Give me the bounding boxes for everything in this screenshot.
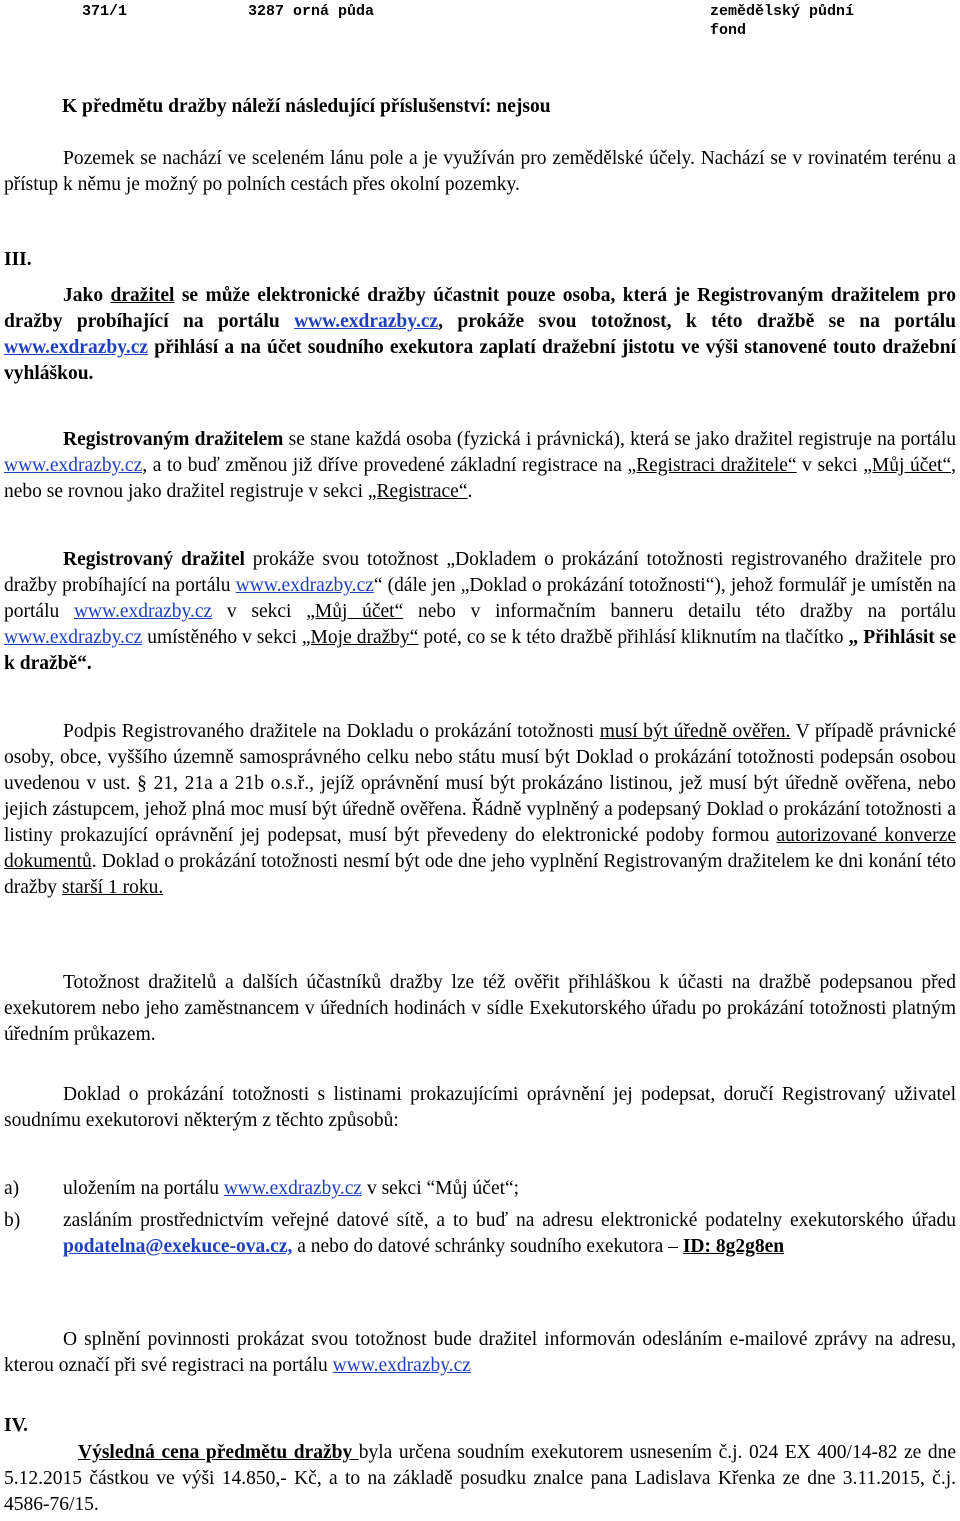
signature-verification-paragraph: Podpis Registrovaného dražitele na Dokladu o prokázání totožnosti musí být úředně ověřen. V případě právnické osoby, obce, vyššího územně samosprávného celku nebo státu musí být Doklad o prokázání totožnosti podepsán osobou uvedenou v ust. § 21, 21a a 21b o.s.ř., jejíž oprávnění musí být prokázáno listinou, jež musí být úředně ověřena, nebo jejich zástupcem, jehož plná moc musí být úředně ověřena. Řádně vyplněný a podepsaný Doklad o prokázání totožnosti a listiny prokazující oprávnění jej podepsat, musí být převedeny do elektronické podoby formou autorizované konverze dokumentů. Doklad o prokázání totožnosti nesmí být ode dne jeho vyplnění Registrovaným dražitelem ke dni konání této dražby starší 1 roku. <box>4 721 957 898</box>
section-4-number: IV. <box>4 1415 29 1436</box>
exdrazby-link[interactable]: www.exdrazby.cz <box>4 455 143 476</box>
accessories-heading: K předmětu dražby náleží následující příslušenství: nejsou <box>62 96 551 117</box>
delivery-methods-paragraph: Doklad o prokázání totožnosti s listinami prokazujícími oprávnění jej podepsat, doručí Registrovaný uživatel soudnímu exekutorovi některým z těchto způsobů: <box>4 1084 956 1131</box>
exdrazby-link[interactable]: www.exdrazby.cz <box>4 337 149 358</box>
parcel-number: 371/1 <box>82 3 128 20</box>
exdrazby-link[interactable]: www.exdrazby.cz <box>73 601 213 622</box>
notification-paragraph: O splnění povinnosti prokázat svou totožnost bude dražitel informován odesláním e-mailové zprávy na adresu, kterou označí při své registraci na portálu www.exdrazby.cz <box>4 1329 956 1376</box>
parcel-area-type: 3287 orná půda <box>248 3 375 20</box>
podatelna-email-link[interactable]: podatelna@exekuce-ova.cz, <box>63 1236 293 1257</box>
exdrazby-link[interactable]: www.exdrazby.cz <box>294 311 439 332</box>
delivery-method-b: b) zasláním prostřednictvím veřejné datové sítě, a to buď na adresu elektronické podatelny exekutorského úřadu podatelna@exekuce-ova.cz, a nebo do datové schránky soudního exekutora – ID: 8g2g8en <box>4 1210 956 1257</box>
exdrazby-link[interactable]: www.exdrazby.cz <box>4 627 143 648</box>
data-box-id: ID: 8g2g8en <box>682 1236 785 1257</box>
registered-bidder-paragraph: Registrovaným dražitelem se stane každá osoba (fyzická i právnická), která se jako dražitel registruje na portálu www.exdrazby.cz, a to buď změnou již dříve provedené základní registrace na „Registraci dražitele“ v sekci „Můj účet“, nebo se rovnou jako dražitel registruje v sekci „Registrace“. <box>4 429 956 502</box>
identity-proof-paragraph: Registrovaný dražitel prokáže svou totožnost „Dokladem o prokázání totožnosti registrovaného dražitele pro dražby probíhající na portálu www.exdrazby.cz“ (dále jen „Doklad o prokázání totožnosti“), jehož formulář je umístěn na portálu www.exdrazby.cz v sekci „Můj účet“ nebo v informačním banneru detailu této dražby na portálu www.exdrazby.cz umístěného v sekci „Moje dražby“ poté, co se k této dražbě přihlásí kliknutím na tlačítko „ Přihlásit se k dražbě“. <box>4 549 957 674</box>
section-3-intro: Jako dražitel se může elektronické dražby účastnit pouze osoba, která je Registrovaným dražitelem pro dražby probíhající na portálu www.exdrazby.cz, prokáže svou totožnost, k této dražbě se na portálu www.exdrazby.cz přihlásí a na účet soudního exekutora zaplatí dražební jistotu ve výši stanovené touto dražební vyhláškou. <box>4 285 957 384</box>
section-3-number: III. <box>4 249 32 270</box>
exdrazby-link[interactable]: www.exdrazby.cz <box>235 575 374 596</box>
exdrazby-link[interactable]: www.exdrazby.cz <box>332 1355 471 1376</box>
accessories-description: Pozemek se nachází ve sceleném lánu pole a je využíván pro zemědělské účely. Nachází se v rovinatém terénu a přístup k němu je možný po polních cestách přes okolní pozemky. <box>4 148 956 195</box>
parcel-table-row <box>0 0 960 40</box>
identity-verification-paragraph: Totožnost dražitelů a dalších účastníků dražby lze též ověřit přihláškou k účasti na dražbě podepsanou před exekutorem nebo jeho zaměstnancem v úředních hodinách v sídle Exekutorského úřadu po prokázání totožnosti platným úředním průkazem. <box>4 972 956 1045</box>
parcel-protection: zemědělský půdní fond <box>710 3 855 39</box>
result-price-paragraph: Výsledná cena předmětu dražby byla určena soudním exekutorem usnesením č.j. 024 EX 400/14-82 ze dne 5.12.2015 částkou ve výši 14.850,- Kč, a to na základě posudku znalce pana Ladislava Křenka ze dne 3.11.2015, č.j. 4586-76/15. <box>4 1442 956 1515</box>
delivery-method-a: a) uložením na portálu www.exdrazby.cz v sekci “Můj účet“; <box>4 1178 520 1199</box>
exdrazby-link[interactable]: www.exdrazby.cz <box>223 1178 363 1199</box>
